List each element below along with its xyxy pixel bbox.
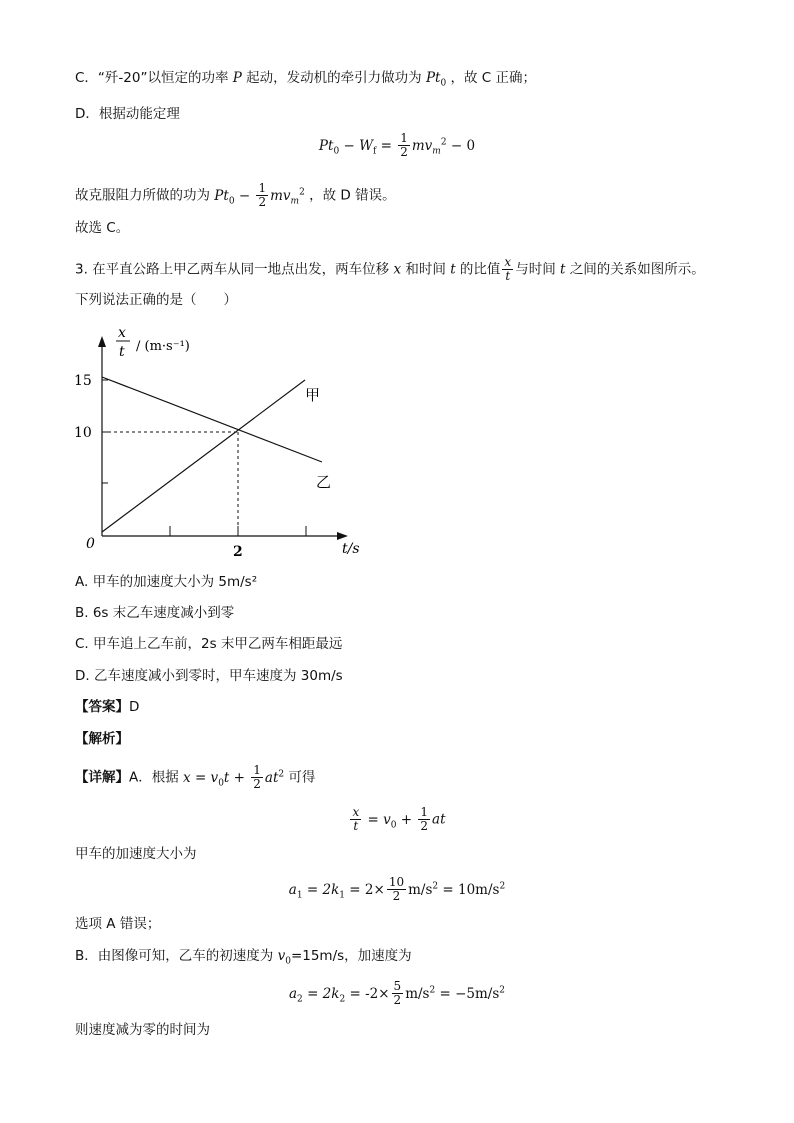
- text: A．根据: [129, 769, 179, 786]
- detail-label: 【详解】: [75, 769, 129, 786]
- option-a-wrong: 选项 A 错误；: [75, 916, 161, 932]
- time-to-zero-line: 则速度减为零的时间为: [75, 1022, 210, 1038]
- option-d: D. 乙车速度减小到零时，甲车速度为 30m/s: [75, 668, 343, 684]
- x-axis-arrow: [337, 532, 348, 540]
- equation-xt: $\frac{x}{t}$ = $v_0$ + $\frac{1}{2}$ at: [352, 805, 446, 833]
- text: 可得: [288, 769, 316, 786]
- origin-label: 0: [86, 536, 95, 552]
- text: ，故 D 错误。: [309, 187, 396, 204]
- text: 和时间: [405, 261, 446, 278]
- text: 与时间: [515, 261, 556, 278]
- label-yi: 乙: [316, 473, 332, 491]
- option-c-explanation: C．“歼-20”以恒定的功率 P 起动，发动机的牵引力做功为 $Pt_0$ ，故 C 正确；: [75, 70, 537, 89]
- tick-label-2: 2: [233, 544, 243, 560]
- option-c: C. 甲车追上乙车前，2s 末甲乙两车相距最远: [75, 636, 343, 652]
- text: 起动，发动机的牵引力做功为: [246, 70, 422, 86]
- text: 3. 在平直公路上甲乙两车从同一地点出发，两车位移: [75, 261, 390, 278]
- text: 故克服阻力所做的功为: [75, 187, 210, 204]
- option-b: B. 6s 末乙车速度减小到零: [75, 605, 235, 621]
- y-axis-arrow: [98, 336, 106, 347]
- equation-a2: $a_2 = 2k_2 = -2\times$ $\frac{5}{2}$ $m/s^2 = -5m/s^2$: [288, 979, 506, 1007]
- b-analysis-line: B．由图像可知，乙车的初速度为 $v_0=15m/s$，加速度为: [75, 948, 412, 967]
- overcome-work-line: 故克服阻力所做的功为 $Pt_0$ − $\frac{1}{2}$ $mv_m^2$ ，故 D 错误。: [75, 181, 396, 209]
- x-axis-label: t/s: [342, 541, 360, 557]
- tick-label-15: 15: [74, 373, 92, 389]
- text: B．由图像可知，乙车的初速度为: [75, 948, 274, 964]
- text: 的比值: [459, 261, 501, 278]
- answer-value: D: [129, 699, 140, 715]
- text: =15m/s，加速度为: [290, 948, 412, 964]
- option-d-explanation: D．根据动能定理: [75, 106, 180, 122]
- answer-line: [75, 697, 139, 717]
- label-jia: 甲: [305, 386, 321, 404]
- y-label-denominator: t: [119, 344, 125, 360]
- question-3-stem: 3. 在平直公路上甲乙两车从同一地点出发，两车位移 x 和时间 t 的比值 $\frac{x}{t}$ 与时间 t 之间的关系如图所示。: [75, 255, 705, 283]
- answer-label: 【答案】: [75, 699, 129, 715]
- line-jia: [102, 380, 305, 532]
- detail-a-line: 【详解】A．根据 $x = v_0t$ + $\frac{1}{2}$ $at^2$ 可得: [75, 763, 316, 791]
- analysis-label: [75, 729, 129, 749]
- kinetic-energy-equation: $Pt_0 - W_f$ = $\frac{1}{2}$ $mv_m^2 - 0$: [318, 131, 476, 159]
- y-label-numerator: x: [118, 325, 126, 341]
- equation-a1: $a_1 = 2k_1 = 2\times$ $\frac{10}{2}$ $m/s^2 = 10m/s^2$: [288, 875, 506, 903]
- y-unit: / (m·s⁻¹): [136, 339, 190, 354]
- text: 【解析】: [75, 731, 129, 747]
- text: C．“歼-20”以恒定的功率: [75, 70, 229, 86]
- text: 之间的关系如图所示。: [569, 261, 705, 278]
- question-3-prompt: 下列说法正确的是（ ）: [75, 292, 237, 308]
- option-a: A. 甲车的加速度大小为 5m/s²: [75, 574, 258, 590]
- tick-label-10: 10: [74, 425, 92, 441]
- choose-c-line: 故选 C。: [75, 220, 130, 236]
- text: ，故 C 正确；: [450, 70, 537, 86]
- xt-vs-t-graph: [74, 320, 370, 565]
- jia-accel-line: 甲车的加速度大小为: [75, 846, 197, 862]
